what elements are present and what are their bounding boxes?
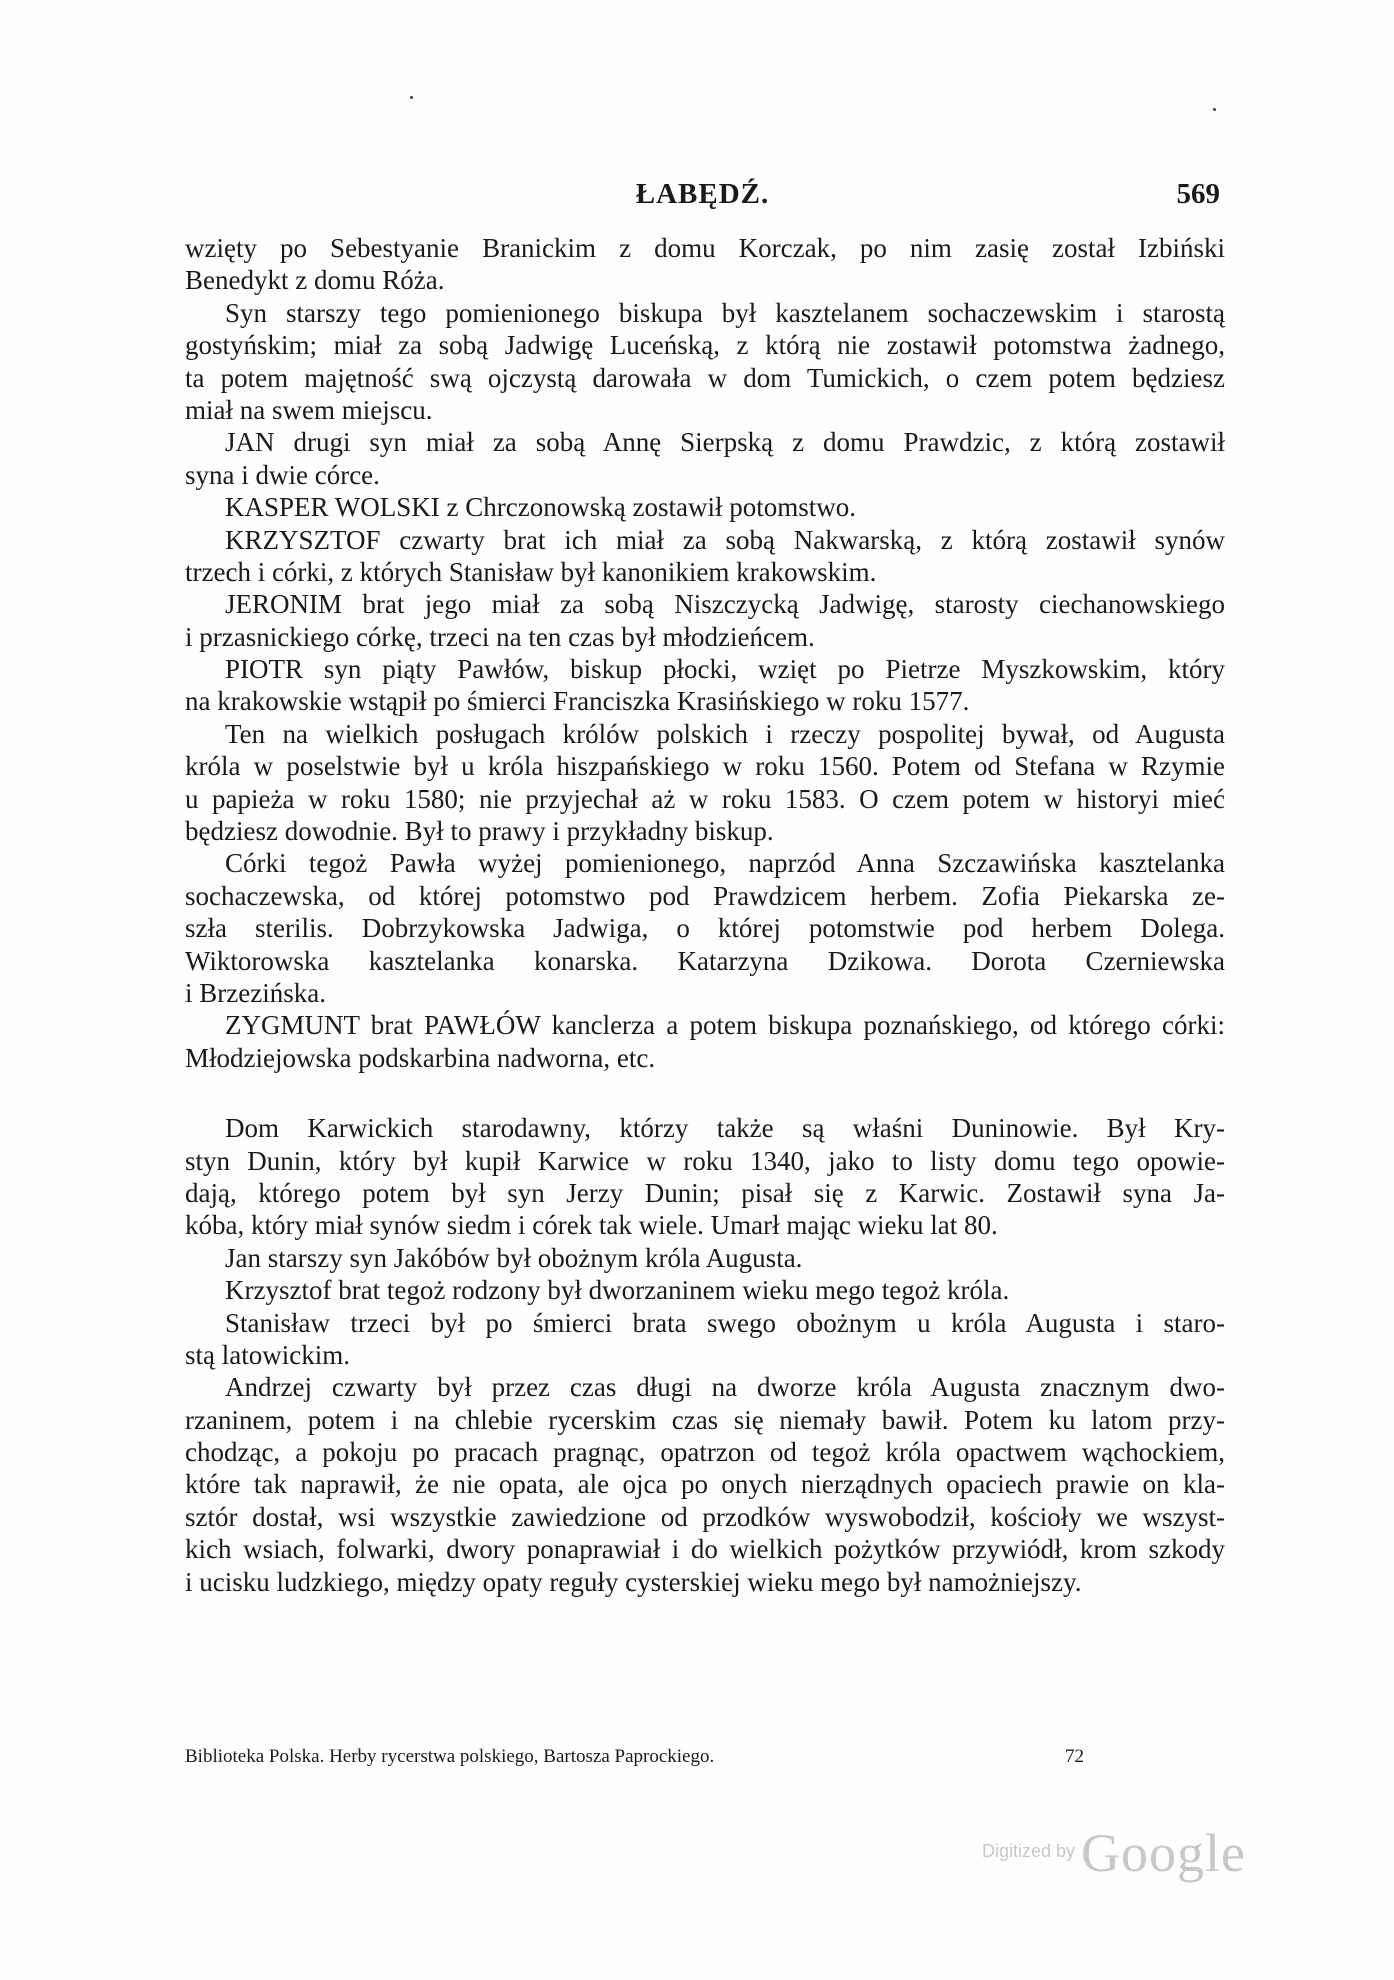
- paragraph: [185, 588, 1225, 653]
- text-line: styn Dunin, który był kupił Karwice w roku 1340, jako to listy domu tego opowie-: [185, 1145, 1225, 1176]
- text-line: Wiktorowska kasztelanka konarska. Katarzyna Dzikowa. Dorota Czerniewska: [185, 945, 1225, 976]
- text-line: dają, którego potem był syn Jerzy Dunin; pisał się z Karwic. Zostawił syna Ja-: [185, 1177, 1225, 1208]
- text-line: Dom Karwickich starodawny, którzy także są właśni Duninowie. Był Kry-: [225, 1113, 1225, 1144]
- section-gap: [185, 1074, 1225, 1112]
- text-line: KRZYSZTOF czwarty brat ich miał za sobą Nakwarską, z którą zostawił synów: [225, 524, 1225, 555]
- text-line: i przasnickiego córkę, trzeci na ten czas był młodzieńcem.: [185, 621, 815, 652]
- text-line: szła sterilis. Dobrzykowska Jadwiga, o której potomstwie pod herbem Dolega.: [185, 913, 1225, 944]
- digitized-by-label: Digitized by: [982, 1841, 1076, 1861]
- text-line: u papieża w roku 1580; nie przyjechał aż w roku 1583. O czem potem w historyi mieć: [185, 783, 1225, 814]
- text-line: i ucisku ludzkiego, między opaty reguły cysterskiej wieku mego był namożniejszy.: [185, 1566, 1082, 1597]
- text-line: kóba, który miał synów siedm i córek tak wiele. Umarł mając wieku lat 80.: [185, 1210, 998, 1241]
- paragraph: [185, 426, 1225, 491]
- text-line: trzech i córki, z których Stanisław był kanonikiem krakowskim.: [185, 556, 877, 587]
- paragraph: [185, 718, 1225, 848]
- sheet-number: 72: [1065, 1746, 1084, 1767]
- body-text: [185, 232, 1225, 1598]
- google-watermark: [982, 1822, 1246, 1882]
- text-line: KASPER WOLSKI z Chrczonowską zostawił potomstwo.: [225, 492, 856, 523]
- text-line: chodząc, a pokoju po pracach pragnąc, opatrzon od tegoż króla opactwem wąchockiem,: [185, 1437, 1225, 1468]
- text-line: syna i dwie córce.: [185, 459, 380, 490]
- paragraph: [185, 653, 1225, 718]
- text-line: JAN drugi syn miał za sobą Annę Sierpską z domu Prawdzic, z którą zostawił: [225, 427, 1225, 458]
- print-speck: [410, 96, 413, 99]
- text-line: PIOTR syn piąty Pawłów, biskup płocki, wzięt po Pietrze Myszkowskim, który: [225, 654, 1225, 685]
- paragraph: [185, 524, 1225, 589]
- page-number: 569: [1176, 178, 1220, 210]
- text-line: ZYGMUNT brat PAWŁÓW kanclerza a potem biskupa poznańskiego, od którego córki:: [225, 1010, 1225, 1041]
- text-line: ta potem majętność swą ojczystą darowała w dom Tumickich, o czem potem będziesz: [185, 362, 1225, 393]
- text-line: miał na swem miejscu.: [185, 394, 433, 425]
- text-line: Benedykt z domu Róża.: [185, 265, 445, 296]
- paragraph: [185, 847, 1225, 1009]
- paragraph: [185, 297, 1225, 427]
- paragraph: [185, 1274, 1225, 1306]
- text-line: JERONIM brat jego miał za sobą Niszczycką Jadwigę, starosty ciechanowskiego: [225, 589, 1225, 620]
- paragraph: [185, 1112, 1225, 1242]
- text-line: które tak naprawił, że nie opata, ale ojca po onych nierządnych opaciech prawie on kla-: [185, 1469, 1225, 1500]
- text-line: Krzysztof brat tegoż rodzony był dworzaninem wieku mego tegoż króla.: [225, 1275, 1010, 1306]
- text-line: na krakowskie wstąpił po śmierci Franciszka Krasińskiego w roku 1577.: [185, 686, 970, 717]
- text-line: będziesz dowodnie. Był to prawy i przykładny biskup.: [185, 816, 774, 847]
- running-title: ŁABĘDŹ.: [635, 178, 770, 210]
- text-line: króla w poselstwie był u króla hiszpańskiego w roku 1560. Potem od Stefana w Rzymie: [185, 751, 1225, 782]
- text-line: kich wsiach, folwarki, dwory ponaprawiał i do wielkich pożytków przywiódł, krom szkody: [185, 1534, 1225, 1565]
- paragraph: [185, 1371, 1225, 1598]
- page-header: [185, 178, 1220, 222]
- footer-citation: Biblioteka Polska. Herby rycerstwa polskiego, Bartosza Paprockiego.: [185, 1746, 715, 1767]
- page-footer: [185, 1746, 1225, 1776]
- text-line: stą latowickim.: [185, 1339, 350, 1370]
- text-line: rzaninem, potem i na chlebie rycerskim czas się niemały bawił. Potem ku latom przy-: [185, 1404, 1225, 1435]
- print-speck: [1213, 108, 1216, 111]
- text-line: Ten na wielkich posługach królów polskich i rzeczy pospolitej bywał, od Augusta: [225, 718, 1225, 749]
- paragraph: [185, 232, 1225, 297]
- text-line: i Brzezińska.: [185, 977, 326, 1008]
- text-line: Stanisław trzeci był po śmierci brata swego obożnym u króla Augusta i staro-: [225, 1307, 1225, 1338]
- paragraph: [185, 1242, 1225, 1274]
- text-line: sztór dostał, wsi wszystkie zawiedzione od przodków wyswobodził, kościoły we wszyst-: [185, 1501, 1225, 1532]
- paragraph: [185, 1307, 1225, 1372]
- text-line: wzięty po Sebestyanie Branickim z domu Korczak, po nim zasię został Izbiński: [185, 233, 1225, 263]
- text-line: gostyńskim; miał za sobą Jadwigę Luceńską, z którą nie zostawił potomstwa żadnego,: [185, 330, 1225, 361]
- text-line: Córki tegoż Pawła wyżej pomienionego, naprzód Anna Szczawińska kasztelanka: [225, 848, 1225, 879]
- google-logo: Google: [1081, 1823, 1247, 1883]
- text-line: Andrzej czwarty był przez czas długi na dworze króla Augusta znacznym dwo-: [225, 1372, 1225, 1403]
- text-line: Syn starszy tego pomienionego biskupa był kasztelanem sochaczewskim i starostą: [225, 297, 1225, 328]
- text-line: Młodziejowska podskarbina nadworna, etc.: [185, 1042, 656, 1073]
- paragraph: [185, 491, 1225, 523]
- text-line: sochaczewska, od której potomstwo pod Prawdzicem herbem. Zofia Piekarska ze-: [185, 880, 1225, 911]
- text-line: Jan starszy syn Jakóbów był obożnym króla Augusta.: [225, 1242, 803, 1273]
- paragraph: [185, 1009, 1225, 1074]
